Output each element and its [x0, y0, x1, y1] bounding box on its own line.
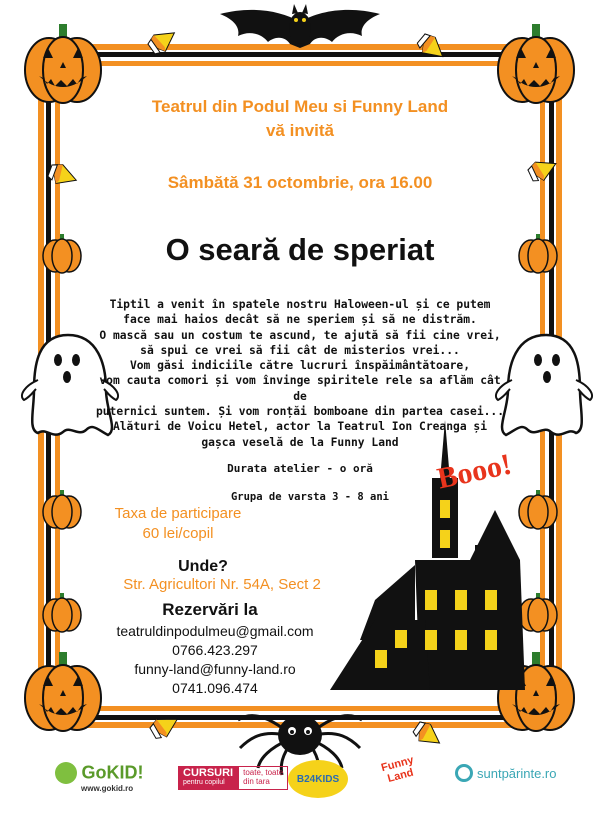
description-line: gașca veselă de la Funny Land	[201, 435, 399, 449]
age-group: Grupa de varsta 3 - 8 ani	[230, 491, 390, 503]
description-line: puternici suntem. Și vom ronțăi bomboane din partea casei...	[95, 405, 505, 419]
candy-corn-icon	[411, 719, 445, 751]
event-address: Str. Agricultori Nr. 54A, Sect 2	[123, 576, 321, 593]
gokid-name: GoKID!	[81, 762, 144, 783]
pumpkin-icon	[519, 593, 557, 632]
boo-text: Booo!	[434, 447, 515, 496]
description-line: Vom găsi indiciile către lucruri înspăimântătoare,	[129, 359, 471, 373]
gokid-face-icon	[55, 762, 77, 784]
suntparinte-name: suntpărinte.ro	[477, 765, 557, 781]
invitation-subtitle: vă invită	[265, 121, 335, 140]
pumpkin-icon	[43, 593, 81, 632]
booking-email-funnyland[interactable]: funny-land@funny-land.ro	[134, 661, 296, 677]
bat-icon	[220, 4, 380, 48]
candy-corn-icon	[146, 25, 180, 57]
candy-corn-icon	[415, 31, 449, 64]
gokid-url: www.gokid.ro	[81, 784, 134, 793]
cursuri-tagline-line: din tara	[243, 776, 270, 786]
description-line: vom cauta comori și vom învinge spiritele rele sa aflăm cât de	[99, 374, 501, 403]
suntparinte-logo[interactable]	[455, 764, 557, 782]
suntparinte-icon	[455, 764, 473, 782]
pumpkin-icon	[25, 24, 101, 103]
description-line: Tiptil a venit în spatele nostru Haloween-ul și ce putem	[109, 298, 491, 311]
candy-corn-icon	[148, 711, 182, 742]
description-line: să spui ce vrei să fii cât de misterios vrei...	[140, 343, 460, 357]
pumpkin-icon	[43, 490, 81, 529]
gokid-logo[interactable]	[55, 762, 143, 793]
pumpkin-icon	[498, 24, 574, 103]
funnyland-logo[interactable]: Funny Land	[379, 754, 415, 785]
ghost-icon	[496, 335, 592, 435]
invitation-title: Teatrul din Podul Meu si Funny Land	[151, 97, 449, 116]
b24kids-logo[interactable]	[288, 760, 348, 798]
booking-phone-theatre[interactable]: 0766.423.297	[172, 642, 258, 658]
booking-email-theatre[interactable]: teatruldinpodulmeu@gmail.com	[116, 623, 314, 639]
event-headline: O seară de speriat	[165, 232, 435, 267]
cursuri-tagline-line: toate, toate	[243, 768, 284, 777]
event-description	[90, 297, 510, 450]
b24kids-name: B24KIDS	[296, 773, 340, 785]
cursuri-name: CURSURI	[183, 767, 234, 779]
booking-label: Rezervări la	[162, 600, 258, 619]
fee-label: Taxa de participare	[114, 505, 242, 522]
pumpkin-icon	[519, 490, 557, 529]
cursuri-tagline	[238, 766, 288, 790]
description-line: face mai haios decât să ne speriem și să ne distrăm.	[123, 313, 477, 327]
cursuri-sub: pentru copilul	[183, 779, 225, 786]
booking-phone-funnyland[interactable]: 0741.096.474	[172, 680, 258, 696]
fee-value: 60 lei/copil	[142, 525, 214, 542]
description-line: O mască sau un costum te ascund, te ajută să fii cine vrei,	[99, 328, 501, 342]
where-label: Unde?	[178, 558, 228, 575]
cursuri-badge	[178, 766, 238, 790]
description-line: Alături de Voicu Hetel, actor la Teatrul Ion Creanga și	[112, 420, 488, 434]
cursuri-logo[interactable]	[178, 766, 288, 790]
workshop-duration: Durata atelier - o oră	[227, 462, 373, 475]
event-date: Sâmbătă 31 octombrie, ora 16.00	[167, 173, 433, 192]
